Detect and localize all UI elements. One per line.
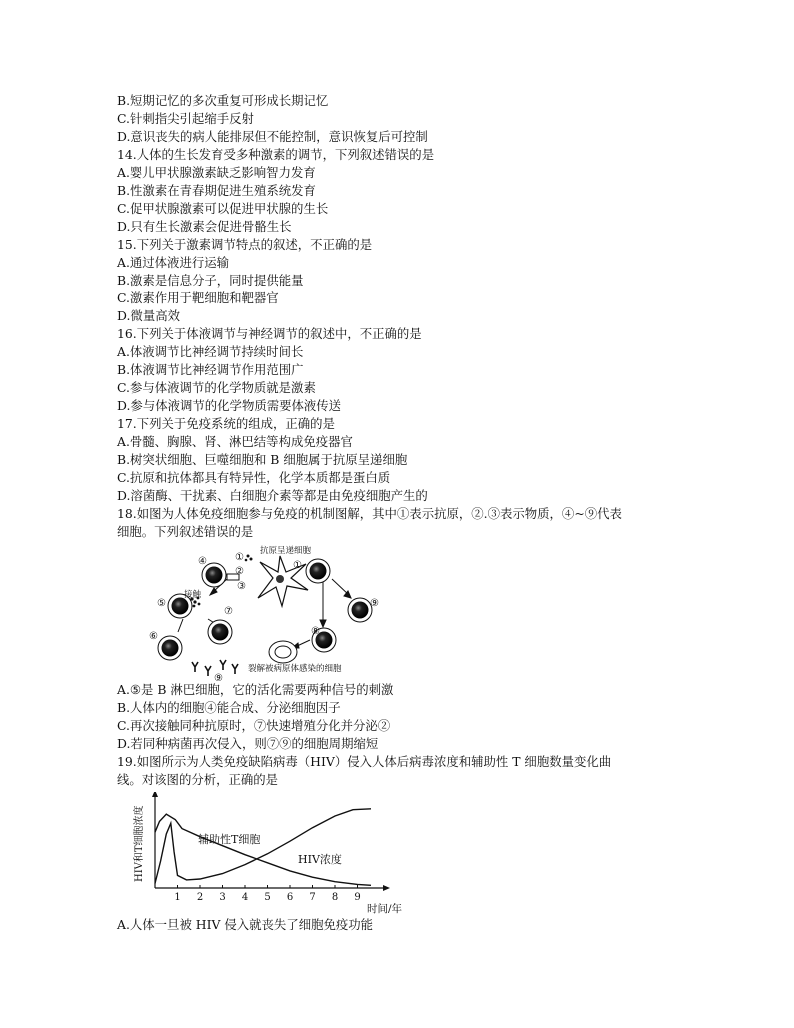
series-label-t-cell: 辅助性T细胞	[198, 833, 261, 846]
label-contact: 接触	[184, 590, 202, 600]
text-line: 15.下列关于激素调节特点的叙述，不正确的是	[117, 236, 373, 252]
y-axis-arrow	[152, 792, 158, 797]
text-line: 线。对该图的分析，正确的是	[117, 771, 279, 787]
series-line-0	[155, 814, 371, 885]
x-tick-label: 8	[331, 892, 339, 903]
x-tick-label: 2	[196, 892, 204, 903]
text-line: A.骨髓、胸腺、肾、淋巴结等构成免疫器官	[117, 434, 353, 450]
y-axis-label: HIV和T细胞浓度	[134, 805, 145, 882]
text-line: B.短期记忆的多次重复可形成长期记忆	[117, 93, 329, 108]
num-7: ⑦	[224, 606, 233, 617]
label-apc: 抗原呈递细胞	[260, 546, 312, 556]
text-line: 17.下列关于免疫系统的组成，正确的是	[117, 416, 335, 432]
hiv-chart	[112, 792, 412, 918]
text-line: A.婴儿甲状腺激素缺乏影响智力发育	[117, 164, 316, 180]
text-line: C.再次接触同种抗原时，⑦快速增殖分化并分泌②	[117, 717, 391, 733]
text-line: C.激素作用于靶细胞和靶器官	[117, 290, 279, 306]
arrowhead	[320, 620, 326, 627]
x-tick-label: 5	[264, 892, 271, 903]
text-line: C.针刺指尖引起缩手反射	[117, 110, 254, 126]
num-3: ③	[237, 581, 246, 592]
text-line: C.促甲状腺激素可以促进甲状腺的生长	[117, 200, 329, 216]
num-4: ④	[198, 556, 207, 567]
text-line: B.人体内的细胞④能合成、分泌细胞因子	[117, 699, 341, 715]
num-9: ⑨	[370, 598, 379, 609]
text-line: D.微量高效	[117, 308, 180, 324]
cell-6	[158, 636, 182, 660]
text-line: A.人体一旦被 HIV 侵入就丧失了细胞免疫功能	[117, 917, 374, 932]
apc-nucleus	[276, 575, 284, 583]
text-line: B.激素是信息分子，同时提供能量	[117, 272, 304, 288]
cell-T-right	[306, 559, 330, 583]
text-line: 细胞。下列叙述错误的是	[117, 523, 254, 539]
num-1: ①	[235, 552, 244, 563]
num-9b: ⑨	[214, 673, 223, 681]
x-tick-label: 7	[309, 892, 316, 903]
x-tick-label: 3	[219, 892, 226, 903]
text-line: D.若同种病菌再次侵入，则⑦⑨的细胞周期缩短	[117, 735, 379, 751]
num-1b: ①	[293, 560, 302, 571]
text-line: C.抗原和抗体都具有特异性，化学本质都是蛋白质	[117, 469, 391, 485]
x-axis-arrow	[383, 885, 390, 891]
text-line: B.性激素在青春期促进生殖系统发育	[117, 182, 316, 198]
text-line: A.通过体液进行运输	[117, 254, 230, 270]
text-line: D.意识丧失的病人能排尿但不能控制，意识恢复后可控制	[117, 128, 428, 144]
text-line: 14.人体的生长发育受多种激素的调节，下列叙述错误的是	[117, 146, 435, 162]
cell-7	[208, 620, 232, 644]
text-line: C.参与体液调节的化学物质就是激素	[117, 380, 316, 396]
num-2: ②	[235, 566, 244, 577]
text-line: A.体液调节比神经调节持续时间长	[117, 344, 304, 360]
text-line: A.⑤是 B 淋巴细胞，它的活化需要两种信号的刺激	[117, 682, 394, 697]
label-lysis: 裂解被病原体感染的细胞	[248, 664, 342, 674]
text-line: B.树突状细胞、巨噬细胞和 B 细胞属于抗原呈递细胞	[117, 452, 408, 467]
series-line-1	[155, 809, 371, 884]
text-line: D.参与体液调节的化学物质需要体液传送	[117, 398, 342, 414]
num-6: ⑥	[149, 631, 158, 642]
text-line: D.溶菌酶、干扰素、白细胞介素等都是由免疫细胞产生的	[117, 487, 428, 503]
x-axis-label: 时间/年	[367, 903, 403, 915]
arrow-5-to-6	[178, 619, 183, 632]
text-line: 18.如图为人体免疫细胞参与免疫的机制图解，其中①表示抗原，②.③表示物质，④~⑨代表	[117, 505, 622, 521]
num-5: ⑤	[157, 598, 166, 609]
x-tick-label: 4	[241, 892, 249, 903]
x-tick-label: 9	[354, 892, 361, 903]
text-line: 16.下列关于体液调节与神经调节的叙述中，不正确的是	[117, 326, 422, 342]
x-tick-label: 1	[174, 892, 181, 903]
cell-9	[348, 598, 372, 622]
num-8: ⑧	[311, 626, 320, 637]
series-label-hiv: HIV浓度	[298, 853, 342, 866]
text-line: 19.如图所示为人类免疫缺陷病毒（HIV）侵入人体后病毒浓度和辅助性 T 细胞数量变化曲	[117, 753, 612, 769]
arrowhead	[344, 591, 351, 598]
infected-target-cell	[269, 641, 297, 663]
text-line: B.体液调节比神经调节作用范围广	[117, 362, 304, 378]
x-tick-label: 6	[286, 892, 294, 903]
immune-mechanism-figure	[148, 544, 394, 681]
text-line: D.只有生长激素会促进骨骼生长	[117, 218, 292, 234]
